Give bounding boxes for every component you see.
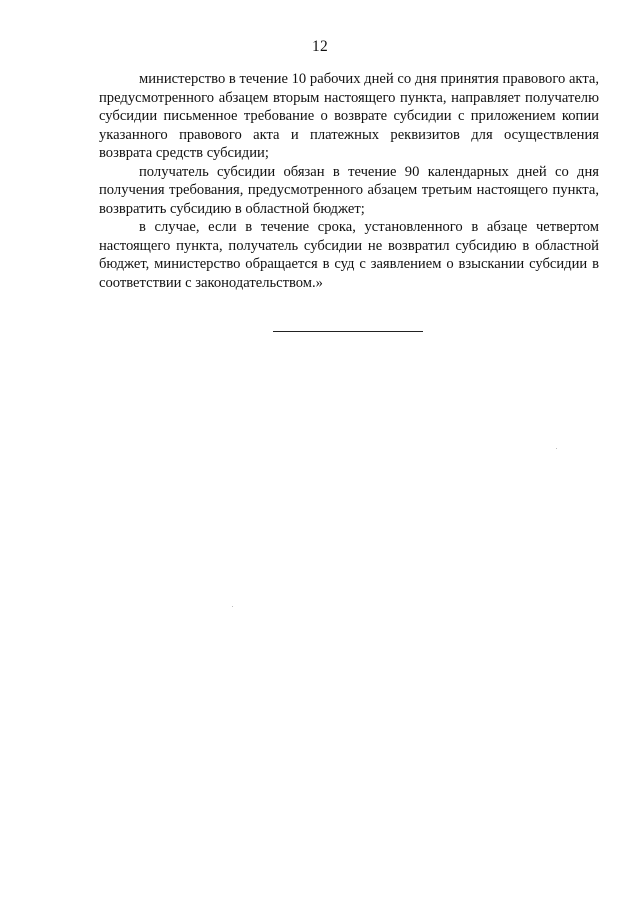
- scan-speck: [232, 606, 233, 607]
- document-body: [99, 70, 599, 292]
- scan-speck: [556, 448, 557, 449]
- paragraph-court-recovery: в случае, если в течение срока, установленного в абзаце четвертом настоящего пункта, получатель субсидии не возвратил субсидию в областной бюджет, министерство обращается в суд с заявлением о взыскании субсидии в соответствии с законодательством.»: [99, 219, 599, 291]
- paragraph-recipient-obligation: получатель субсидии обязан в течение 90 календарных дней со дня получения требования, предусмотренного абзацем третьим настоящего пункта, возвратить субсидию в областной бюджет;: [99, 163, 599, 217]
- paragraph-ministry-notice: министерство в течение 10 рабочих дней со дня принятия правового акта, предусмотренного абзацем вторым настоящего пункта, направляет получателю субсидии письменное требование о возврате субсидии с приложением копии указанного правового акта и платежных реквизитов для осуществления возврата средств субсидии;: [99, 71, 599, 161]
- end-of-text-divider: [273, 331, 423, 332]
- page-number: 12: [311, 38, 329, 55]
